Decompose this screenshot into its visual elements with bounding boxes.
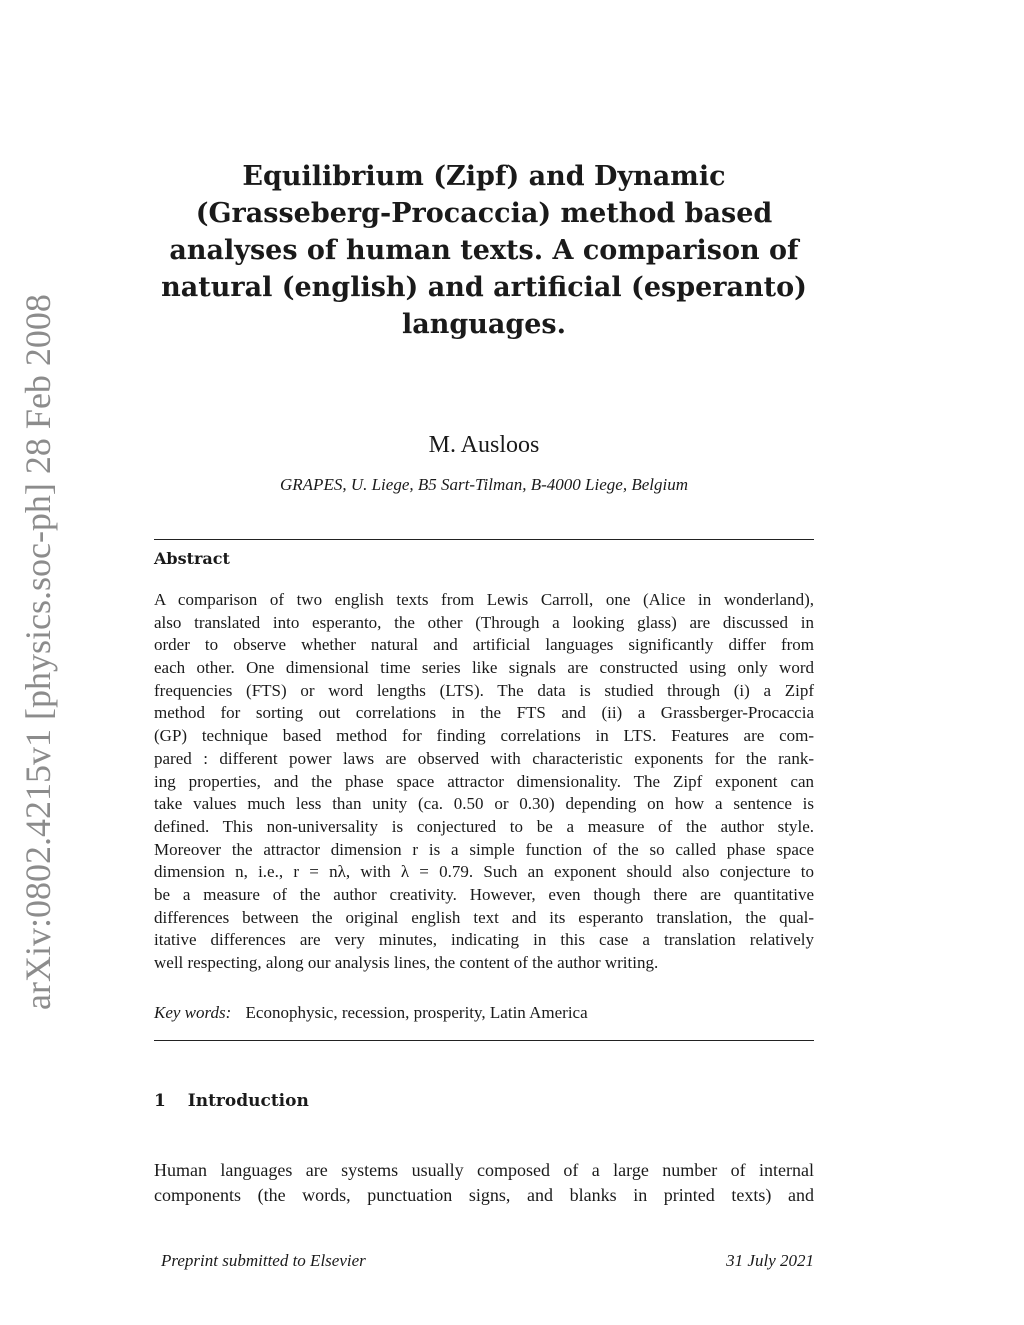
arxiv-identifier-stamp: arXiv:0802.4215v1 [physics.soc-ph] 28 Feb 2008 <box>18 294 58 1010</box>
author-name: M. Ausloos <box>428 432 540 458</box>
abstract-line: well respecting, along our analysis lines, the content of the author writing. <box>154 953 659 972</box>
abstract-line: dimension n, i.e., r = nλ, with λ = 0.79. Such an exponent should also conjecture to <box>154 862 814 882</box>
abstract-line: be a measure of the author creativity. However, even though there are quantitative <box>154 884 814 904</box>
abstract-body <box>154 589 814 975</box>
author-affiliation: GRAPES, U. Liege, B5 Sart-Tilman, B-4000 Liege, Belgium <box>280 475 688 494</box>
title-line: (Grasseberg-Procaccia) method based <box>195 198 773 229</box>
abstract-line: defined. This non-universality is conjectured to be a measure of the author style. <box>154 816 814 836</box>
abstract-line: pared : different power laws are observed with characteristic exponents for the rank- <box>154 748 814 768</box>
title-line: analyses of human texts. A comparison of <box>169 235 799 266</box>
abstract-line: take values much less than unity (ca. 0.50 or 0.30) depending on how a sentence is <box>154 794 814 814</box>
abstract-line: method for sorting out correlations in the FTS and (ii) a Grassberger-Procaccia <box>154 703 814 723</box>
abstract-line: itative differences are very minutes, indicating in this case a translation relatively <box>154 930 814 950</box>
paper-title <box>154 158 814 343</box>
section-number: 1 <box>154 1091 166 1111</box>
title-line: natural (english) and artificial (esperanto) <box>161 272 807 303</box>
title-line: languages. <box>401 309 567 340</box>
section-title: Introduction <box>187 1091 309 1111</box>
keywords-value: Econophysic, recession, prosperity, Latin America <box>245 1003 588 1022</box>
footer-date: 31 July 2021 <box>726 1251 814 1270</box>
abstract-line: frequencies (FTS) or word lengths (LTS). The data is studied through (i) a Zipf <box>154 680 814 700</box>
introduction-body <box>154 1158 814 1208</box>
footer-preprint-note: Preprint submitted to Elsevier <box>161 1251 366 1270</box>
abstract-bottom-rule <box>154 1040 814 1041</box>
introduction-line: Human languages are systems usually composed of a large number of internal <box>154 1160 814 1180</box>
abstract-line: (GP) technique based method for finding correlations in LTS. Features are com- <box>154 726 814 746</box>
abstract-line: also translated into esperanto, the other (Through a looking glass) are discussed in <box>154 612 814 632</box>
title-line: Equilibrium (Zipf) and Dynamic <box>242 161 726 192</box>
abstract-top-rule <box>154 539 814 540</box>
abstract-line: ing properties, and the phase space attractor dimensionality. The Zipf exponent can <box>154 771 814 791</box>
abstract-line: order to observe whether natural and artificial languages significantly differ from <box>154 635 814 655</box>
keywords <box>154 1003 588 1023</box>
abstract-heading: Abstract <box>154 549 230 568</box>
introduction-line: components (the words, punctuation signs, and blanks in printed texts) and <box>154 1185 814 1205</box>
keywords-label: Key words: <box>154 1003 232 1022</box>
section-heading <box>154 1091 309 1111</box>
abstract-line: A comparison of two english texts from Lewis Carroll, one (Alice in wonderland), <box>154 590 814 609</box>
abstract-line: differences between the original english text and its esperanto translation, the qual- <box>154 907 814 927</box>
abstract-line: Moreover the attractor dimension r is a simple function of the so called phase space <box>154 839 814 859</box>
abstract-line: each other. One dimensional time series like signals are constructed using only word <box>154 658 814 678</box>
